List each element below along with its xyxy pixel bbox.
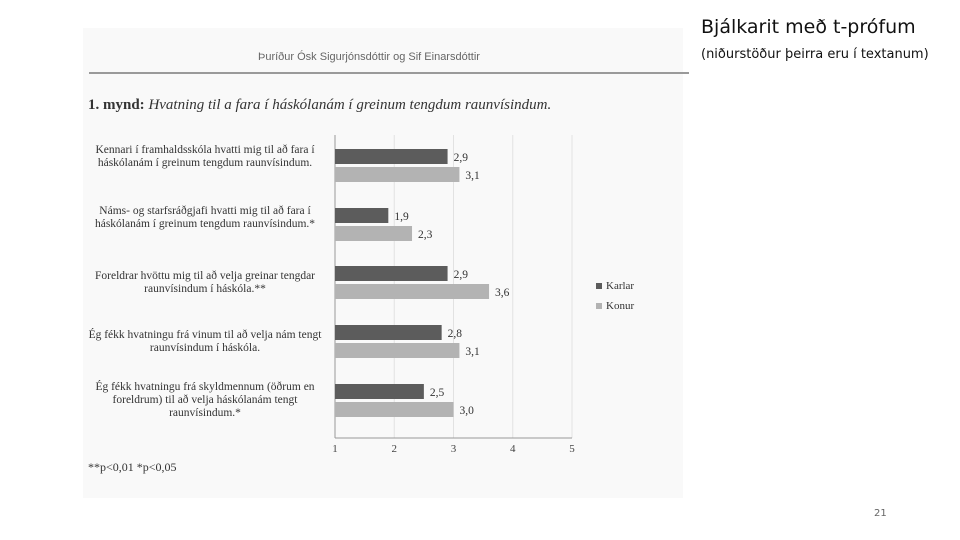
bar-konur-2 bbox=[335, 226, 412, 241]
legend-swatch-karlar bbox=[596, 283, 602, 289]
legend-swatch-konur bbox=[596, 303, 602, 309]
legend-item-konur bbox=[596, 296, 634, 316]
legend-item-karlar bbox=[596, 276, 634, 296]
bar-karlar-3 bbox=[335, 266, 448, 281]
legend-label-konur: Konur bbox=[606, 300, 635, 312]
data-label-konur-4: 3,1 bbox=[465, 346, 480, 358]
significance-footnote: **p<0,01 *p<0,05 bbox=[88, 460, 177, 474]
bar-konur-4 bbox=[335, 343, 459, 358]
slide-subtitle: (niðurstöður þeirra eru í textanum) bbox=[701, 47, 929, 62]
category-label-5: Ég fékk hvatningu frá skyldmennum (öðrum en foreldrum) til að velja háskólanám tengt raunvísindum.* bbox=[95, 381, 315, 419]
bar-karlar-5 bbox=[335, 384, 424, 399]
bar-konur-1 bbox=[335, 167, 459, 182]
bar-karlar-1 bbox=[335, 149, 448, 164]
x-tick-label-2: 2 bbox=[391, 443, 397, 455]
category-label-4: Ég fékk hvatningu frá vinum til að velja nám tengt raunvísindum í háskóla. bbox=[88, 329, 322, 354]
bar-karlar-2 bbox=[335, 208, 388, 223]
data-label-konur-1: 3,1 bbox=[465, 170, 480, 182]
data-label-konur-2: 2,3 bbox=[418, 229, 433, 241]
x-tick-label-1: 1 bbox=[332, 443, 338, 455]
bar-konur-5 bbox=[335, 402, 454, 417]
data-label-karlar-2: 1,9 bbox=[394, 211, 409, 223]
bar-karlar-4 bbox=[335, 325, 442, 340]
x-tick-label-4: 4 bbox=[510, 443, 516, 455]
category-label-2: Náms- og starfsráðgjafi hvatti mig til að fara í háskólanám í greinum tengdum raunvísindum.* bbox=[94, 205, 316, 230]
x-tick-label-3: 3 bbox=[450, 443, 457, 455]
bar-konur-3 bbox=[335, 284, 489, 299]
data-label-karlar-5: 2,5 bbox=[429, 387, 445, 399]
data-label-konur-5: 3,0 bbox=[459, 405, 474, 417]
category-label-1: Kennari í framhaldsskóla hvatti mig til að fara í háskólanám í greinum tengdum raunvísindum. bbox=[95, 144, 315, 169]
data-label-karlar-1: 2,9 bbox=[453, 152, 468, 164]
figure-caption-text: Hvatning til a fara í háskólanám í greinum tengdum raunvísindum. bbox=[148, 97, 552, 113]
slide-number: 21 bbox=[874, 508, 887, 519]
x-tick-label-5: 5 bbox=[569, 443, 575, 455]
category-label-3: Foreldrar hvöttu mig til að velja greinar tengdar raunvísindum í háskóla.** bbox=[94, 270, 316, 295]
article-authors: Þuríður Ósk Sigurjónsdóttir og Sif Einarsdóttir bbox=[258, 51, 480, 63]
legend-label-karlar: Karlar bbox=[606, 280, 635, 292]
slide-title: Bjálkarit með t-prófum bbox=[701, 16, 916, 38]
data-label-konur-3: 3,6 bbox=[495, 287, 510, 299]
data-label-karlar-3: 2,9 bbox=[453, 269, 468, 281]
figure-number: 1. mynd: bbox=[88, 97, 145, 113]
data-label-karlar-4: 2,8 bbox=[447, 328, 463, 340]
chart-legend bbox=[596, 276, 634, 316]
